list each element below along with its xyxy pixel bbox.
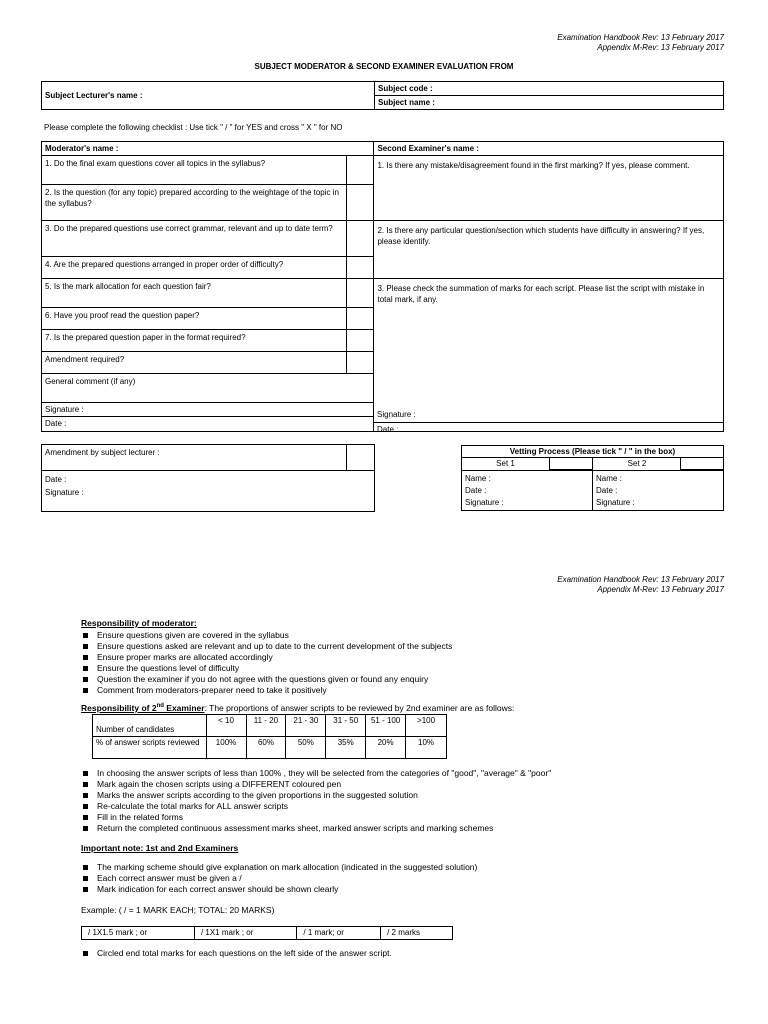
resp-moderator-list <box>81 630 452 696</box>
amendment-box-checkbox[interactable] <box>347 445 375 471</box>
general-comment[interactable]: General comment (if any) <box>42 374 374 403</box>
second-item-3[interactable]: 3. Please check the summation of marks for each script. Please list the script with mistake in total mark, if any. <box>374 279 724 432</box>
checklist-instruction: Please complete the following checklist : Use tick " / " for YES and cross " X " for NO <box>44 123 343 132</box>
proportion-row2-label: % of answer scripts reviewed <box>93 737 207 759</box>
list-item: Marks the answer scripts according to the given proportions in the suggested solution <box>81 790 551 801</box>
proportion-cell: 100% <box>206 737 246 759</box>
proportion-cell: 31 - 50 <box>326 715 366 737</box>
amendment-date-label: Date : <box>45 475 67 484</box>
subject-table <box>41 81 724 110</box>
example-cell: / 1X1.5 mark ; or <box>82 927 195 940</box>
proportion-cell: < 10 <box>206 715 246 737</box>
amendment-label: Amendment by subject lecturer : <box>42 445 347 471</box>
list-item: The marking scheme should give explanation on mark allocation (indicated in the suggested solution) <box>81 862 477 873</box>
list-item: Re-calculate the total marks for ALL answer scripts <box>81 801 551 812</box>
second-examiner-name-header[interactable]: Second Examiner's name : <box>374 142 724 156</box>
moderator-item-3: 3. Do the prepared questions use correct grammar, relevant and up to date term? <box>42 221 347 257</box>
list-item: In choosing the answer scripts of less than 100% , they will be selected from the categories of "good", "average" & "poor" <box>81 768 551 779</box>
vetting-title: Vetting Process (Please tick " / " in the box) <box>461 445 724 458</box>
list-item: Ensure the questions level of difficulty <box>81 663 452 674</box>
amendment-checkbox[interactable] <box>346 352 374 374</box>
example-cell: / 2 marks <box>381 927 453 940</box>
vetting-set2-checkbox[interactable] <box>680 458 724 470</box>
header2-line2: Appendix M-Rev: 13 February 2017 <box>597 585 724 594</box>
list-item: Fill in the related forms <box>81 812 551 823</box>
moderator-checkbox-1[interactable] <box>346 156 374 185</box>
proportion-cell: 50% <box>286 737 326 759</box>
moderator-checkbox-7[interactable] <box>346 330 374 352</box>
important-list <box>81 862 477 895</box>
subject-name-label[interactable]: Subject name : <box>375 96 724 110</box>
vetting-set2-signature: Signature : <box>596 498 635 507</box>
moderator-item-1: 1. Do the final exam questions cover all topics in the syllabus? <box>42 156 347 185</box>
vetting-process-box <box>461 445 724 511</box>
list-item: Ensure questions given are covered in the syllabus <box>81 630 452 641</box>
moderator-checkbox-2[interactable] <box>346 185 374 221</box>
checklist-table <box>41 141 724 432</box>
handbook-header <box>557 33 724 53</box>
subject-lecturer-label[interactable]: Subject Lecturer's name : <box>42 82 375 110</box>
vetting-set1-date: Date : <box>465 486 487 495</box>
proportion-cell: 10% <box>406 737 447 759</box>
second-date-label: Date : <box>377 425 399 434</box>
vetting-set1-details[interactable] <box>461 470 593 511</box>
list-item: Question the examiner if you do not agree with the questions given or found any enquiry <box>81 674 452 685</box>
moderator-item-5: 5. Is the mark allocation for each question fair? <box>42 279 347 308</box>
moderator-name-header[interactable]: Moderator's name : <box>42 142 374 156</box>
moderator-checkbox-4[interactable] <box>346 257 374 279</box>
header-line1: Examination Handbook Rev: 13 February 2017 <box>557 33 724 42</box>
vetting-set2-label: Set 2 <box>627 459 647 468</box>
proportion-cell: 20% <box>366 737 406 759</box>
resp-examiner-heading: Responsibility of 2nd Examiner: The proportions of answer scripts to be reviewed by 2nd examiner are as follows: <box>81 703 515 713</box>
vetting-set1-checkbox[interactable] <box>549 458 593 470</box>
moderator-signature-label: Signature : <box>42 403 373 417</box>
moderator-signature-cell[interactable] <box>42 403 374 432</box>
second-signature-label: Signature : <box>374 408 724 423</box>
list-item: Mark indication for each correct answer should be shown clearly <box>81 884 477 895</box>
example-label: Example: ( / = 1 MARK EACH; TOTAL: 20 MARKS) <box>81 905 275 915</box>
moderator-item-2: 2. Is the question (for any topic) prepared according to the weightage of the topic in the syllabus? <box>42 185 347 221</box>
list-item: Mark again the chosen scripts using a DIFFERENT coloured pen <box>81 779 551 790</box>
proportion-table <box>92 714 447 759</box>
last-list <box>81 948 392 959</box>
moderator-item-6: 6. Have you proof read the question paper? <box>42 308 347 330</box>
vetting-set1-label: Set 1 <box>461 458 549 470</box>
list-item: Return the completed continuous assessment marks sheet, marked answer scripts and marking schemes <box>81 823 551 834</box>
example-cell: / 1 mark; or <box>297 927 381 940</box>
proportion-cell: 11 - 20 <box>246 715 286 737</box>
list-item: Ensure questions asked are relevant and up to date to the current development of the subjects <box>81 641 452 652</box>
resp-examiner-title: Responsibility of 2nd Examiner <box>81 703 205 713</box>
second-item-2[interactable]: 2. Is there any particular question/section which students have difficulty in answering? If yes, please identify. <box>374 221 724 279</box>
list-item: Comment from moderators-preparer need to take it positively <box>81 685 452 696</box>
example-table <box>81 926 453 940</box>
proportion-cell: >100 <box>406 715 447 737</box>
moderator-checkbox-3[interactable] <box>346 221 374 257</box>
subject-code-label[interactable]: Subject code : <box>375 82 724 96</box>
moderator-item-4: 4. Are the prepared questions arranged in proper order of difficulty? <box>42 257 347 279</box>
proportion-cell: 51 - 100 <box>366 715 406 737</box>
important-note-title: Important note: 1st and 2nd Examiners <box>81 843 239 853</box>
example-cell: / 1X1 mark ; or <box>194 927 296 940</box>
moderator-checkbox-6[interactable] <box>346 308 374 330</box>
list-item: Each correct answer must be given a / <box>81 873 477 884</box>
second-signature-block[interactable] <box>374 408 724 438</box>
second-item-1[interactable]: 1. Is there any mistake/disagreement found in the first marking? If yes, please comment. <box>374 156 724 221</box>
moderator-date-label: Date : <box>45 419 67 428</box>
proportion-cell: 60% <box>246 737 286 759</box>
list-item: Circled end total marks for each questions on the left side of the answer script. <box>81 948 392 959</box>
proportion-cell: 21 - 30 <box>286 715 326 737</box>
examiner-list <box>81 768 551 834</box>
vetting-set2-name: Name : <box>596 474 622 483</box>
vetting-set1-name: Name : <box>465 474 491 483</box>
vetting-set2-details[interactable] <box>592 470 724 511</box>
vetting-set2-date: Date : <box>596 486 618 495</box>
list-item: Ensure proper marks are allocated accordingly <box>81 652 452 663</box>
handbook-header-2 <box>557 575 724 595</box>
header-line2: Appendix M-Rev: 13 February 2017 <box>597 43 724 52</box>
moderator-item-7: 7. Is the prepared question paper in the format required? <box>42 330 347 352</box>
moderator-checkbox-5[interactable] <box>346 279 374 308</box>
proportion-cell: 35% <box>326 737 366 759</box>
amendment-box[interactable] <box>41 444 375 512</box>
amendment-required: Amendment required? <box>42 352 347 374</box>
header2-line1: Examination Handbook Rev: 13 February 2017 <box>557 575 724 584</box>
proportion-row1-label: Number of candidates <box>93 715 207 737</box>
form-title: SUBJECT MODERATOR & SECOND EXAMINER EVALUATION FROM <box>254 62 514 71</box>
amendment-signature-label: Signature : <box>45 488 84 497</box>
resp-moderator-title: Responsibility of moderator: <box>81 618 197 628</box>
vetting-set1-signature: Signature : <box>465 498 504 507</box>
